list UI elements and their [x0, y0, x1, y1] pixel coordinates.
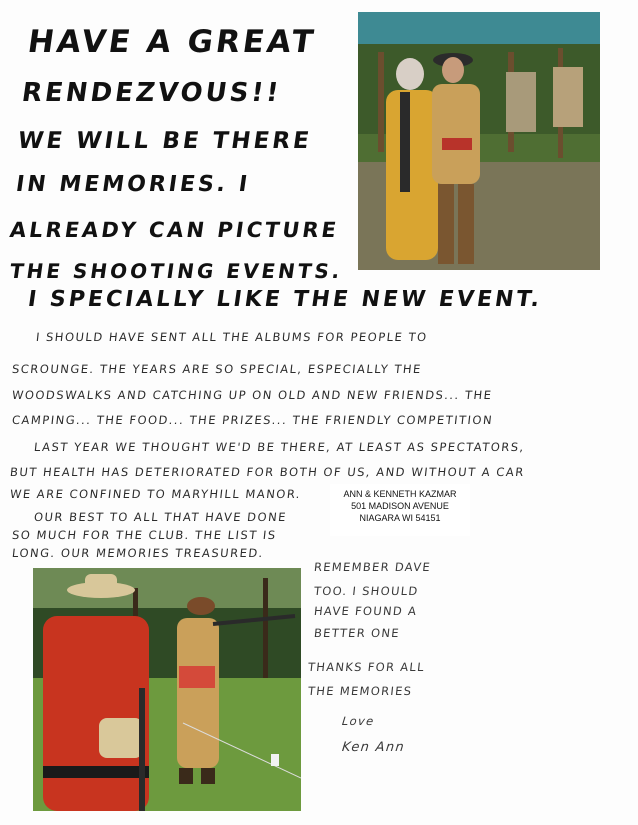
couple-photo [358, 12, 600, 270]
paragraph-line-4: CAMPING... THE FOOD... THE PRIZES... THE FRIENDLY COMPETITION [11, 413, 494, 427]
paragraph-line-9: SO MUCH FOR THE CLUB. THE LIST IS [11, 528, 278, 542]
paragraph-line-7: WE ARE CONFINED TO MARYHILL MANOR. [9, 487, 302, 501]
greeting-line-7: I SPECIALLY LIKE THE NEW EVENT. [26, 287, 545, 312]
paragraph-line-6: BUT HEALTH HAS DETERIORATED FOR BOTH OF US, AND WITHOUT A CAR [9, 465, 526, 479]
side-note-line-2: TOO. I SHOULD [313, 584, 420, 598]
address-name: ANN & KENNETH KAZMAR [343, 489, 457, 499]
side-note-line-3: HAVE FOUND A [313, 604, 418, 618]
greeting-line-4: IN MEMORIES. I [14, 172, 252, 197]
paragraph-line-2: SCROUNGE. THE YEARS ARE SO SPECIAL, ESPECIALLY THE [11, 362, 423, 376]
signature-love: Love [341, 714, 376, 728]
greeting-line-5: ALREADY CAN PICTURE [8, 218, 341, 242]
greeting-line-6: THE SHOOTING EVENTS. [8, 259, 345, 283]
greeting-line-3: WE WILL BE THERE [16, 128, 314, 154]
paragraph-line-10: LONG. OUR MEMORIES TREASURED. [11, 546, 265, 560]
side-note-line-4: BETTER ONE [313, 626, 401, 640]
greeting-line-2: RENDEZVOUS!! [19, 78, 284, 108]
address-city: NIAGARA WI 54151 [359, 513, 441, 523]
signature-names: Ken Ann [341, 740, 406, 755]
paragraph-line-5: LAST YEAR WE THOUGHT WE'D BE THERE, AT LEAST AS SPECTATORS, [33, 440, 526, 454]
side-note-line-1: REMEMBER DAVE [313, 560, 432, 574]
shooting-event-photo [33, 568, 301, 811]
paragraph-line-3: WOODSWALKS AND CATCHING UP ON OLD AND NEW FRIENDS... THE [11, 388, 494, 402]
address-street: 501 MADISON AVENUE [351, 501, 449, 511]
paragraph-line-8: OUR BEST TO ALL THAT HAVE DONE [33, 510, 288, 524]
address-label [330, 484, 470, 536]
greeting-line-1: HAVE A GREAT [25, 24, 319, 60]
paragraph-line-1: I SHOULD HAVE SENT ALL THE ALBUMS FOR PEOPLE TO [35, 330, 429, 344]
side-note-line-5: THANKS FOR ALL [307, 660, 426, 674]
side-note-line-6: THE MEMORIES [307, 684, 414, 698]
